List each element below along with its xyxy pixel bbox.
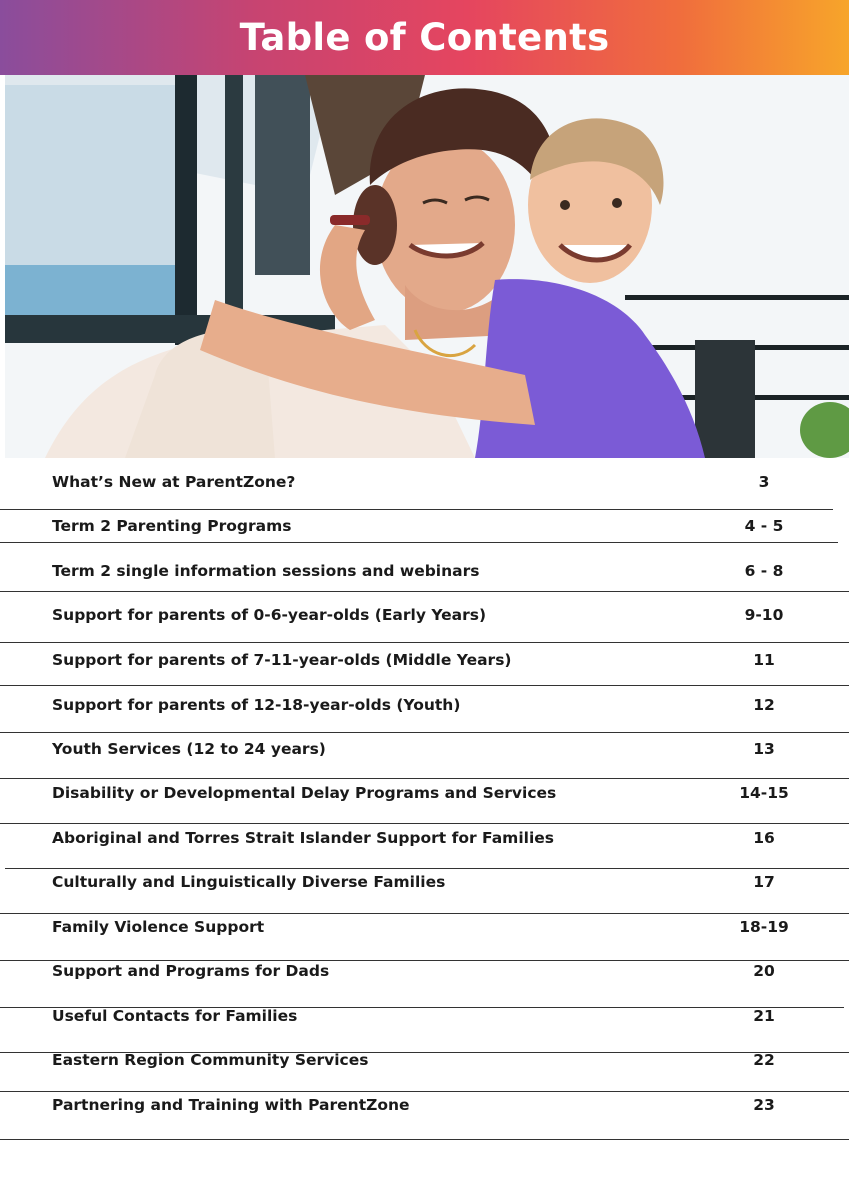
toc-entry-page: 12	[753, 696, 775, 714]
toc-entry-title[interactable]: Aboriginal and Torres Strait Islander Support for Families	[52, 829, 555, 847]
row-divider	[0, 778, 849, 779]
row-divider	[0, 732, 849, 733]
toc-entry-title[interactable]: Partnering and Training with ParentZone	[52, 1096, 410, 1114]
toc-entry-title[interactable]: Youth Services (12 to 24 years)	[52, 740, 326, 758]
toc-entry-page: 21	[753, 1007, 775, 1025]
toc-entry-title[interactable]: Term 2 Parenting Programs	[52, 517, 292, 535]
toc-entry-page: 11	[753, 651, 775, 669]
toc-entry-page: 9-10	[744, 606, 784, 624]
row-divider	[0, 913, 849, 914]
toc-entry-title[interactable]: What’s New at ParentZone?	[52, 473, 296, 491]
row-divider	[0, 1139, 849, 1140]
toc-entry-page: 6 - 8	[744, 562, 784, 580]
toc-entry-page: 14-15	[739, 784, 789, 802]
hero-photo	[5, 75, 849, 458]
row-divider	[0, 960, 849, 961]
title-banner	[0, 0, 849, 75]
toc-entry-title[interactable]: Disability or Developmental Delay Programs and Services	[52, 784, 557, 802]
table-of-contents	[0, 458, 849, 1200]
toc-entry-page: 22	[753, 1051, 775, 1069]
toc-entry-title[interactable]: Support for parents of 0-6-year-olds (Early Years)	[52, 606, 487, 624]
toc-entry-page: 23	[753, 1096, 775, 1114]
toc-entry-title[interactable]: Support and Programs for Dads	[52, 962, 330, 980]
toc-entry-page: 20	[753, 962, 775, 980]
row-divider	[0, 591, 849, 592]
toc-entry-page: 16	[753, 829, 775, 847]
toc-entry-title[interactable]: Eastern Region Community Services	[52, 1051, 369, 1069]
row-divider	[0, 642, 849, 643]
toc-entry-title[interactable]: Support for parents of 7-11-year-olds (Middle Years)	[52, 651, 512, 669]
row-divider	[0, 1091, 849, 1092]
row-divider	[0, 509, 833, 510]
toc-entry-page: 13	[753, 740, 775, 758]
row-divider	[0, 685, 849, 686]
toc-entry-title[interactable]: Family Violence Support	[52, 918, 265, 936]
toc-entry-title[interactable]: Support for parents of 12-18-year-olds (Youth)	[52, 696, 461, 714]
toc-entry-page: 4 - 5	[744, 517, 784, 535]
toc-entry-page: 17	[753, 873, 775, 891]
toc-entry-page: 18-19	[739, 918, 789, 936]
toc-entry-title[interactable]: Culturally and Linguistically Diverse Families	[52, 873, 446, 891]
page-title: Table of Contents	[239, 16, 610, 59]
row-divider	[0, 823, 849, 824]
row-divider	[5, 868, 849, 869]
row-divider	[0, 542, 838, 543]
toc-entry-page: 3	[758, 473, 770, 491]
toc-entry-title[interactable]: Useful Contacts for Families	[52, 1007, 298, 1025]
toc-entry-title[interactable]: Term 2 single information sessions and webinars	[52, 562, 480, 580]
